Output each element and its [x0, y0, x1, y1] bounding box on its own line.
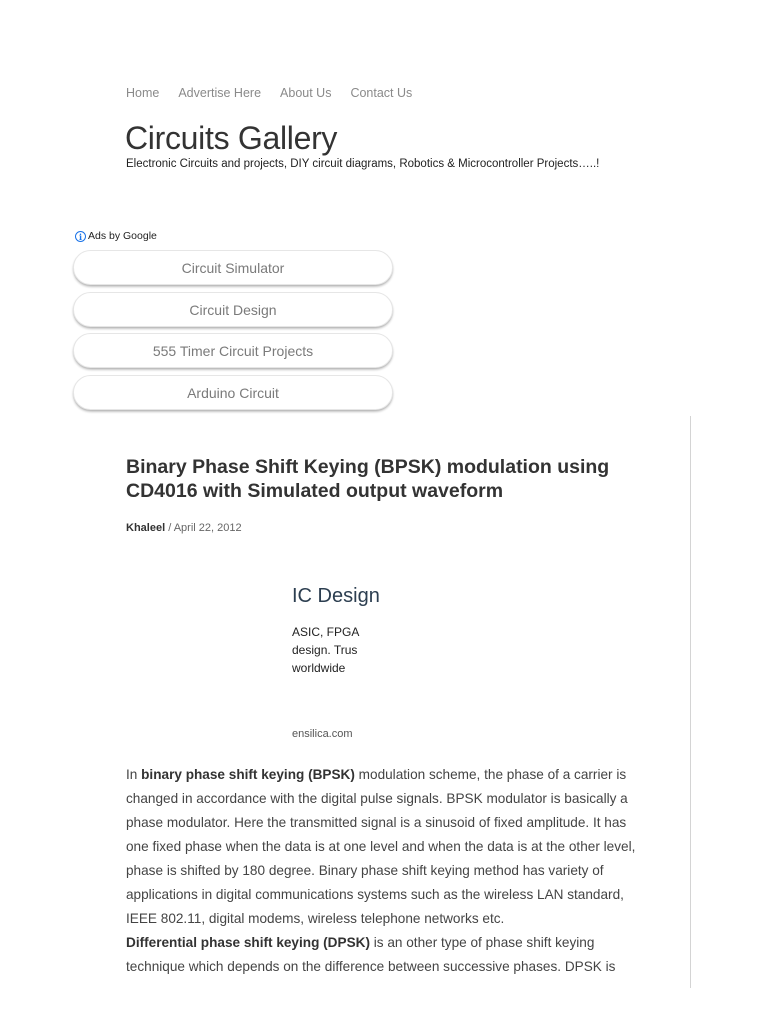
post-meta	[126, 522, 242, 534]
nav-about-us[interactable]: About Us	[280, 86, 332, 100]
ad-body-line: design. Trus	[292, 643, 358, 657]
ad-button-circuit-simulator[interactable]: Circuit Simulator	[73, 250, 393, 285]
paragraph-text: is an other type of phase shift keying technique which depends on the difference between successive phases. DPSK is	[126, 935, 616, 974]
ad-button-555-timer-projects[interactable]: 555 Timer Circuit Projects	[73, 333, 393, 368]
ad-body-line: ASIC, FPGA	[292, 625, 360, 639]
ad-domain[interactable]: ensilica.com	[292, 728, 353, 740]
top-navigation	[126, 86, 431, 100]
sidebar-divider	[690, 416, 691, 988]
dpsk-term: Differential phase shift keying (DPSK)	[126, 935, 370, 950]
ad-button-arduino-circuit[interactable]: Arduino Circuit	[73, 375, 393, 410]
ad-body	[292, 623, 364, 677]
site-title[interactable]: Circuits Gallery	[125, 120, 338, 156]
nav-home[interactable]: Home	[126, 86, 160, 100]
post-author[interactable]: Khaleel	[126, 522, 166, 534]
nav-advertise-here[interactable]: Advertise Here	[178, 86, 262, 100]
paragraph-text: modulation scheme, the phase of a carrier is changed in accordance with the digital pulse signals. BPSK modulator is basically a phase modulator. Here the transmitted signal is a sinusoid of fixed amplitude. It has one fixed phase when the data is at one level and when the data is at the other level, phase is shifted by 180 degree. Binary phase shift keying method has variety of applications in digital communications systems such as the wireless LAN standard, IEEE 802.11, digital modems, wireless telephone networks etc.	[126, 767, 636, 926]
ad-button-circuit-design[interactable]: Circuit Design	[73, 292, 393, 327]
paragraph-text: In	[126, 767, 142, 782]
meta-separator: /	[165, 522, 174, 534]
article-paragraph-2	[126, 931, 646, 979]
article-body	[126, 763, 646, 979]
nav-contact-us[interactable]: Contact Us	[350, 86, 413, 100]
ads-by-google-label[interactable]	[75, 230, 157, 242]
ad-body-line: worldwide	[292, 661, 346, 675]
bpsk-term: binary phase shift keying (BPSK)	[141, 767, 355, 782]
site-tagline: Electronic Circuits and projects, DIY circuit diagrams, Robotics & Microcontroller Projects…..!	[126, 158, 600, 170]
info-icon[interactable]: i	[75, 231, 86, 242]
post-date: April 22, 2012	[173, 522, 242, 534]
display-ad[interactable]	[292, 585, 380, 745]
ad-heading[interactable]: IC Design	[292, 585, 380, 607]
article-paragraph-1	[126, 763, 646, 931]
post-title: Binary Phase Shift Keying (BPSK) modulation using CD4016 with Simulated output waveform	[126, 456, 610, 502]
ads-by-google-text: Ads by Google	[88, 230, 157, 242]
